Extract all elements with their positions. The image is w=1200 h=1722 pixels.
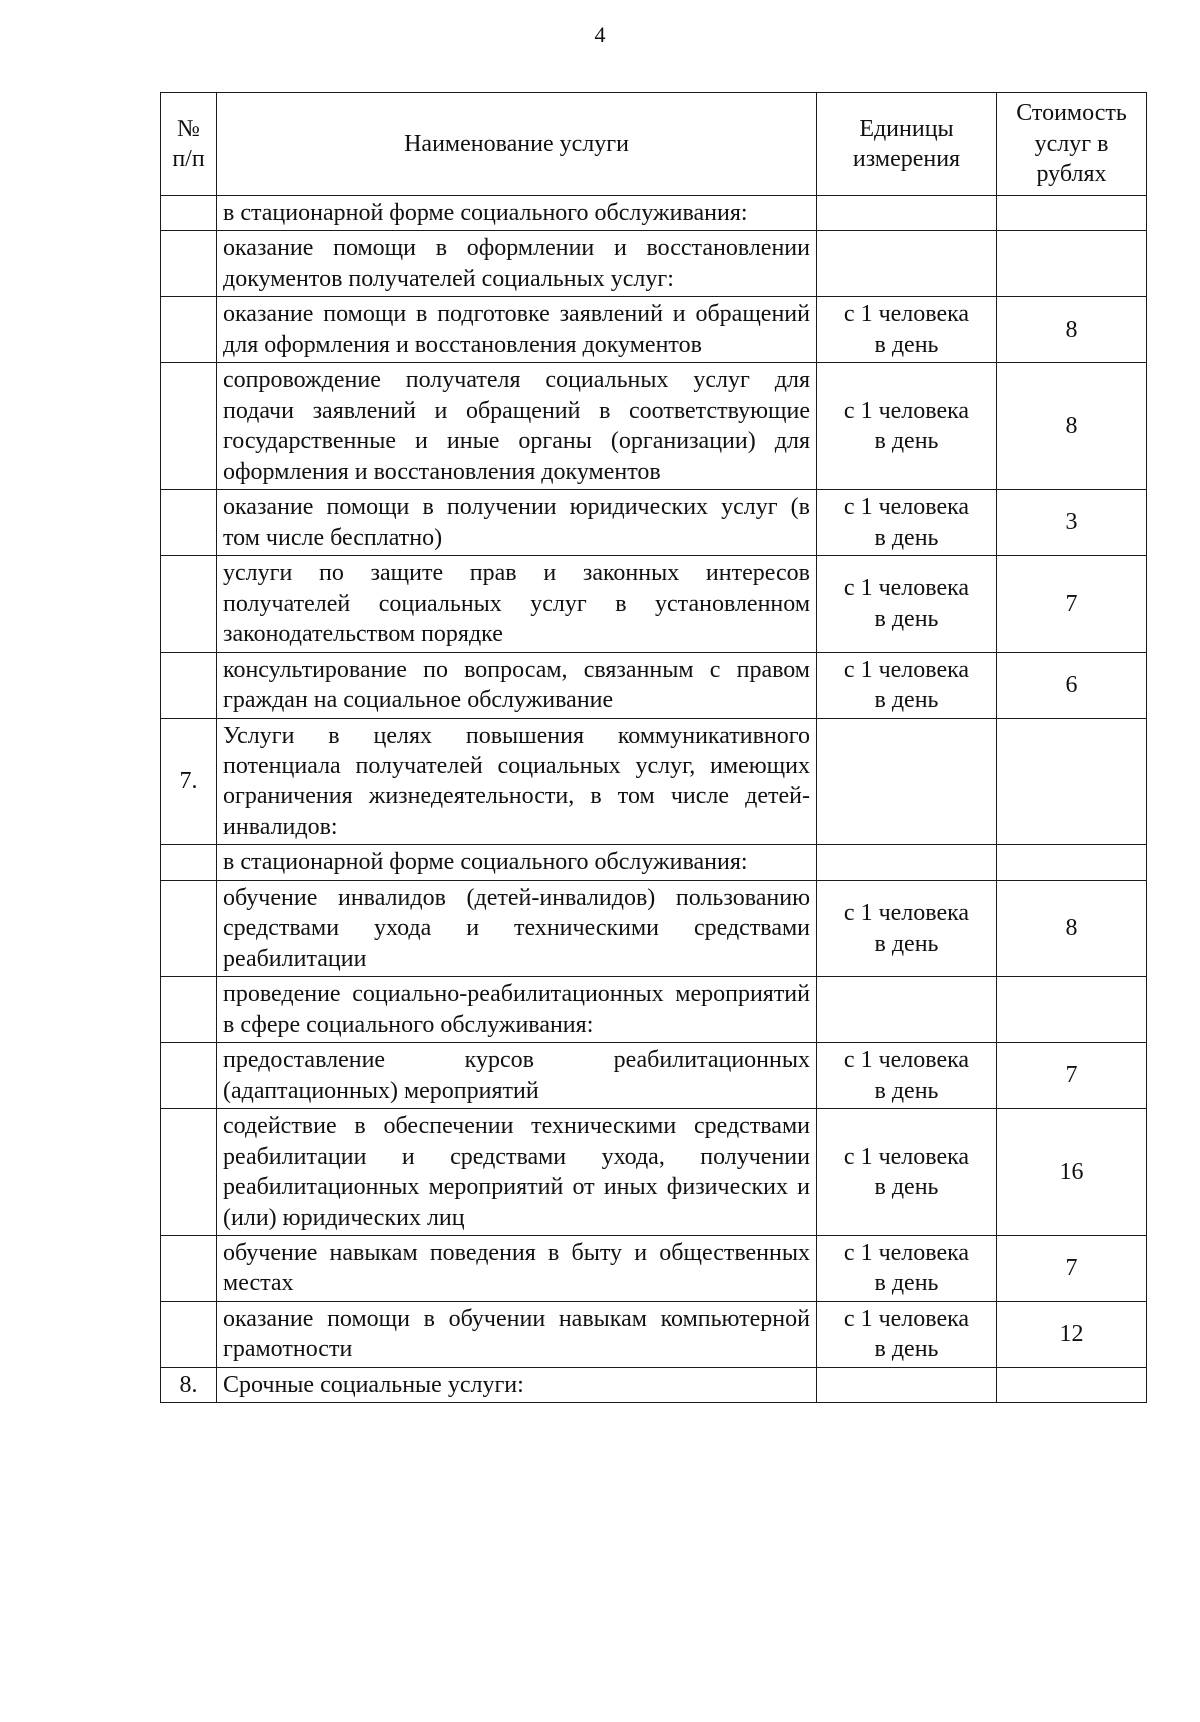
service-cost (997, 977, 1147, 1043)
unit-line-1: с 1 человека (843, 575, 970, 602)
service-name: Услуги в целях повышения коммуникативного потенциала получателей социальных услуг, имеющих ограничения жизнедеятельности, в том числе детей-инвалидов: (217, 718, 817, 845)
service-name: консультирование по вопросам, связанным с правом граждан на социальное обслуживание (217, 652, 817, 718)
service-name: в стационарной форме социального обслуживания: (217, 845, 817, 880)
unit-line-1: с 1 человека (843, 1240, 970, 1266)
unit-line-2: в день (874, 331, 939, 358)
service-name: содействие в обеспечении техническими средствами реабилитации и средствами ухода, получении реабилитационных мероприятий от иных физических и (или) юридических лиц (217, 1109, 817, 1236)
page-number: 4 (594, 22, 606, 47)
row-number (161, 1236, 217, 1302)
unit-line-2: в день (874, 524, 939, 551)
row-number (161, 845, 217, 880)
service-name: оказание помощи в подготовке заявлений и обращений для оформления и восстановления документов (217, 297, 817, 363)
row-number: 7. (161, 718, 217, 845)
table-row (161, 718, 1147, 845)
row-number (161, 977, 217, 1043)
unit-line-1: с 1 человека (843, 1047, 970, 1074)
row-number (161, 1301, 217, 1367)
unit-line-2: в день (874, 930, 939, 957)
service-name: оказание помощи в получении юридических услуг (в том числе бесплатно) (217, 490, 817, 556)
table-row (161, 845, 1147, 880)
service-cost (997, 845, 1147, 880)
header-cost: Стоимость услуг в рублях (997, 93, 1147, 196)
unit-line-2: в день (874, 1174, 939, 1201)
header-num: № п/п (161, 93, 217, 196)
row-number (161, 1043, 217, 1109)
row-number (161, 880, 217, 976)
table-row (161, 880, 1147, 976)
unit-line-2: в день (874, 1077, 939, 1104)
unit-cell (817, 556, 997, 652)
table-body (161, 196, 1147, 1403)
table-row (161, 1236, 1147, 1302)
unit-cell (817, 1367, 997, 1402)
unit-line-2: в день (874, 428, 939, 455)
service-name: предоставление курсов реабилитационных (адаптационных) мероприятий (217, 1043, 817, 1109)
service-cost (997, 1367, 1147, 1402)
service-cost: 12 (997, 1301, 1147, 1367)
row-number (161, 196, 217, 231)
unit-line-1: с 1 человека (843, 1143, 970, 1170)
unit-cell (817, 196, 997, 231)
service-cost (997, 231, 1147, 297)
unit-cell (817, 363, 997, 490)
table-row (161, 1301, 1147, 1367)
unit-cell (817, 845, 997, 880)
unit-cell (817, 1301, 997, 1367)
service-cost (997, 718, 1147, 845)
table-row (161, 977, 1147, 1043)
service-name: обучение инвалидов (детей-инвалидов) пользованию средствами ухода и техническими средствами реабилитации (217, 880, 817, 976)
table-header-row (161, 93, 1147, 196)
unit-cell (817, 297, 997, 363)
unit-cell (817, 490, 997, 556)
service-name: оказание помощи в обучении навыкам компьютерной грамотности (217, 1301, 817, 1367)
unit-cell (817, 880, 997, 976)
unit-cell (817, 652, 997, 718)
service-name: в стационарной форме социального обслуживания: (217, 196, 817, 231)
service-cost: 16 (997, 1109, 1147, 1236)
unit-cell (817, 1236, 997, 1302)
row-number (161, 652, 217, 718)
table-row (161, 1109, 1147, 1236)
unit-line-2: в день (874, 1270, 939, 1297)
unit-line-1: с 1 человека (843, 494, 970, 521)
service-cost: 7 (997, 1043, 1147, 1109)
row-number (161, 363, 217, 490)
unit-cell (817, 718, 997, 845)
service-name: обучение навыкам поведения в быту и общественных местах (217, 1236, 817, 1302)
service-cost: 6 (997, 652, 1147, 718)
service-name: услуги по защите прав и законных интересов получателей социальных услуг в установленном законодательством порядке (217, 556, 817, 652)
service-name: оказание помощи в оформлении и восстановлении документов получателей социальных услуг: (217, 231, 817, 297)
service-cost: 7 (997, 556, 1147, 652)
table-row (161, 297, 1147, 363)
service-name: проведение социально-реабилитационных мероприятий в сфере социального обслуживания: (217, 977, 817, 1043)
header-unit: Единицы измерения (817, 93, 997, 196)
service-cost (997, 196, 1147, 231)
service-name: сопровождение получателя социальных услуг для подачи заявлений и обращений в соответствующие государственные и иные органы (организации) для оформления и восстановления документов (217, 363, 817, 490)
row-number (161, 231, 217, 297)
table-row (161, 1043, 1147, 1109)
row-number (161, 1109, 217, 1236)
unit-line-2: в день (874, 687, 939, 714)
unit-line-1: с 1 человека (843, 397, 970, 424)
services-table (160, 92, 1147, 1403)
unit-line-1: с 1 человека (843, 301, 970, 328)
unit-line-1: с 1 человека (843, 1305, 970, 1332)
table-row (161, 363, 1147, 490)
unit-cell (817, 231, 997, 297)
service-cost: 8 (997, 880, 1147, 976)
row-number (161, 490, 217, 556)
service-name: Срочные социальные услуги: (217, 1367, 817, 1402)
table-row (161, 1367, 1147, 1402)
service-cost: 7 (997, 1236, 1147, 1302)
table-row (161, 652, 1147, 718)
row-number: 8. (161, 1367, 217, 1402)
table-row (161, 231, 1147, 297)
service-cost: 8 (997, 297, 1147, 363)
unit-line-2: в день (874, 605, 939, 632)
service-cost: 8 (997, 363, 1147, 490)
row-number (161, 556, 217, 652)
row-number (161, 297, 217, 363)
unit-line-1: с 1 человека (843, 900, 970, 927)
unit-line-2: в день (874, 1336, 939, 1363)
unit-cell (817, 1043, 997, 1109)
unit-line-1: с 1 человека (843, 656, 970, 683)
header-name: Наименование услуги (217, 93, 817, 196)
service-cost: 3 (997, 490, 1147, 556)
unit-cell (817, 977, 997, 1043)
table-row (161, 556, 1147, 652)
table-row (161, 196, 1147, 231)
unit-cell (817, 1109, 997, 1236)
table-row (161, 490, 1147, 556)
